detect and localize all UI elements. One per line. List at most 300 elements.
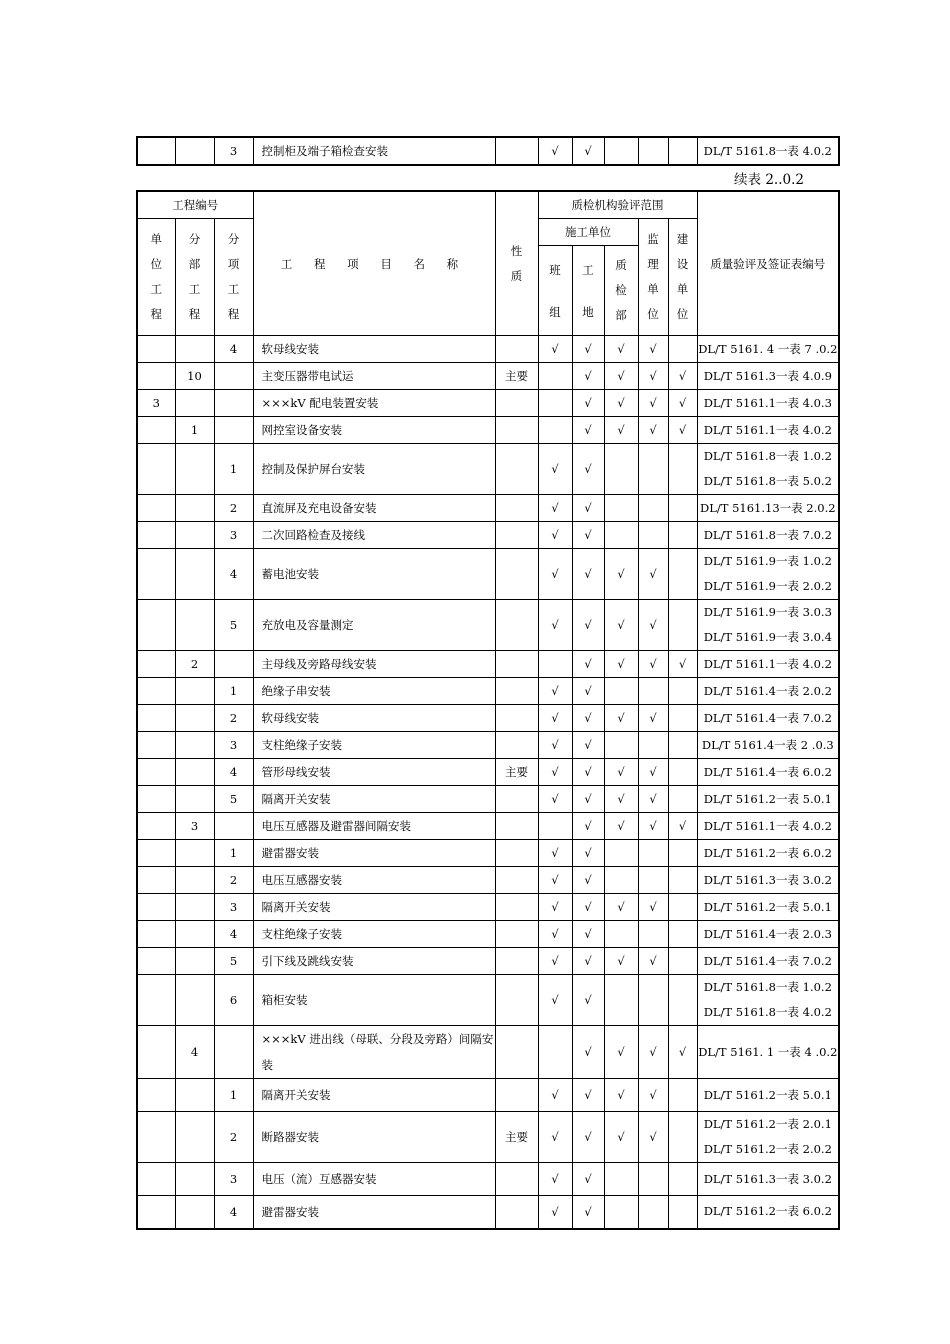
- check-cell: √: [638, 1112, 668, 1163]
- item-cell: [214, 363, 253, 390]
- name-cell: 电压互感器安装: [253, 867, 495, 894]
- check-cell: [604, 840, 638, 867]
- name-cell: 支柱绝缘子安装: [253, 921, 495, 948]
- code-line: DL/T 5161.2一表 6.0.2: [703, 1204, 832, 1219]
- continuation-label: 续表 2..0.2: [734, 172, 804, 188]
- check-cell: √: [604, 813, 638, 840]
- check-cell: [668, 600, 697, 651]
- check-cell: [638, 444, 668, 495]
- sub-cell: [175, 390, 214, 417]
- check-cell: √: [538, 975, 572, 1026]
- name-header: 工 程 项 目 名 称: [253, 191, 495, 336]
- table-row: [137, 975, 839, 1026]
- check-cell: [604, 975, 638, 1026]
- check-cell: √: [538, 137, 572, 165]
- check-cell: [668, 705, 697, 732]
- check-cell: [668, 336, 697, 363]
- check-cell: √: [572, 549, 604, 600]
- item-cell: 2: [214, 867, 253, 894]
- check-cell: √: [572, 894, 604, 921]
- check-cell: √: [572, 1163, 604, 1196]
- check-cell: √: [572, 921, 604, 948]
- check-cell: √: [638, 705, 668, 732]
- nature-cell: [495, 948, 538, 975]
- check-cell: [638, 495, 668, 522]
- item-cell: 2: [214, 495, 253, 522]
- sub-cell: [175, 1079, 214, 1112]
- unit-header: 单 位 工 程: [137, 219, 175, 336]
- check-cell: [668, 921, 697, 948]
- unit-cell: [137, 732, 175, 759]
- table-row: [137, 1163, 839, 1196]
- code-cell: [697, 921, 839, 948]
- code-cell: [697, 1026, 839, 1079]
- sub-cell: [175, 759, 214, 786]
- name-cell: 充放电及容量测定: [253, 600, 495, 651]
- sub-cell: [175, 495, 214, 522]
- check-cell: √: [572, 1196, 604, 1229]
- unit-cell: [137, 549, 175, 600]
- check-cell: [604, 678, 638, 705]
- code-cell: [697, 867, 839, 894]
- check-cell: √: [638, 1026, 668, 1079]
- check-cell: √: [638, 948, 668, 975]
- table-row: [137, 137, 839, 165]
- table-row: [137, 948, 839, 975]
- table-row: [137, 867, 839, 894]
- nature-cell: [495, 336, 538, 363]
- table-row: [137, 522, 839, 549]
- table-body: [137, 336, 839, 1229]
- name-cell: 避雷器安装: [253, 840, 495, 867]
- code-line: DL/T 5161.3一表 4.0.9: [703, 368, 832, 383]
- check-cell: [604, 732, 638, 759]
- check-cell: [538, 417, 572, 444]
- check-cell: √: [572, 705, 604, 732]
- table-row: [137, 705, 839, 732]
- sub-cell: [175, 786, 214, 813]
- code-cell: [697, 1079, 839, 1112]
- check-cell: [604, 444, 638, 495]
- code-cell: [697, 975, 839, 1026]
- check-cell: √: [572, 948, 604, 975]
- check-cell: √: [604, 1112, 638, 1163]
- sub-cell: [175, 948, 214, 975]
- nature-cell: [495, 549, 538, 600]
- check-cell: √: [638, 390, 668, 417]
- check-cell: √: [572, 1079, 604, 1112]
- nature-cell: 主要: [495, 363, 538, 390]
- code-line: DL/T 5161.1一表 4.0.3: [703, 395, 832, 410]
- name-cell: 主变压器带电试运: [253, 363, 495, 390]
- item-cell: [214, 813, 253, 840]
- site-header: 工 地: [572, 246, 604, 336]
- quality-inspection-table: [136, 190, 840, 1230]
- unit-cell: [137, 1196, 175, 1229]
- sub-cell: [175, 1196, 214, 1229]
- check-cell: √: [538, 894, 572, 921]
- sub-cell: [175, 678, 214, 705]
- check-cell: √: [668, 1026, 697, 1079]
- code-line: DL/T 5161.3一表 3.0.2: [703, 872, 832, 887]
- check-cell: √: [668, 417, 697, 444]
- check-cell: √: [638, 813, 668, 840]
- scope-header: 质检机构验评范围: [538, 191, 697, 219]
- code-cell: [697, 495, 839, 522]
- check-cell: √: [538, 1196, 572, 1229]
- unit-cell: [137, 921, 175, 948]
- check-cell: [668, 1196, 697, 1229]
- nature-cell: [495, 600, 538, 651]
- name-cell: 电压（流）互感器安装: [253, 1163, 495, 1196]
- unit-cell: [137, 1163, 175, 1196]
- nature-cell: [495, 651, 538, 678]
- check-cell: √: [604, 948, 638, 975]
- name-cell: 断路器安装: [253, 1112, 495, 1163]
- check-cell: [604, 137, 638, 165]
- check-cell: [668, 1163, 697, 1196]
- name-cell: ×××kV 配电装置安装: [253, 390, 495, 417]
- code-line: DL/T 5161. 1 一表 4 .0.2: [698, 1044, 838, 1059]
- code-line: DL/T 5161.2一表 2.0.2: [703, 1142, 832, 1156]
- nature-cell: [495, 705, 538, 732]
- nature-header: [495, 191, 538, 336]
- check-cell: √: [572, 678, 604, 705]
- code-cell: [697, 417, 839, 444]
- supervision-header: 监 理 单 位: [638, 219, 668, 336]
- table-row: [137, 1079, 839, 1112]
- unit-cell: [137, 1112, 175, 1163]
- check-cell: [638, 678, 668, 705]
- check-cell: [638, 732, 668, 759]
- table-row: [137, 390, 839, 417]
- unit-cell: [137, 840, 175, 867]
- code-line: DL/T 5161.8一表 1.0.2: [703, 980, 832, 994]
- code-cell: DL/T 5161.8一表 4.0.2: [697, 137, 839, 165]
- check-cell: [538, 363, 572, 390]
- code-cell: [697, 948, 839, 975]
- check-cell: √: [604, 600, 638, 651]
- sub-cell: [175, 732, 214, 759]
- check-cell: [604, 867, 638, 894]
- check-cell: √: [538, 867, 572, 894]
- check-cell: √: [638, 1079, 668, 1112]
- check-cell: √: [538, 600, 572, 651]
- check-cell: [604, 1196, 638, 1229]
- check-cell: √: [604, 336, 638, 363]
- nature-cell: [495, 417, 538, 444]
- unit-cell: [137, 813, 175, 840]
- check-cell: [604, 921, 638, 948]
- check-cell: [638, 975, 668, 1026]
- sub-header: 分 部 工 程: [175, 219, 214, 336]
- code-line: DL/T 5161.9一表 1.0.2: [703, 554, 832, 568]
- nature-cell: [495, 894, 538, 921]
- unit-cell: [137, 1079, 175, 1112]
- name-cell: 蓄电池安装: [253, 549, 495, 600]
- check-cell: √: [604, 390, 638, 417]
- check-cell: √: [538, 549, 572, 600]
- code-line: DL/T 5161.2一表 5.0.1: [703, 1087, 832, 1102]
- check-cell: [668, 840, 697, 867]
- sub-cell: [175, 894, 214, 921]
- sub-cell: 1: [175, 417, 214, 444]
- sub-cell: 4: [175, 1026, 214, 1079]
- item-cell: [214, 417, 253, 444]
- item-cell: 2: [214, 1112, 253, 1163]
- item-header: 分 项 工 程: [214, 219, 253, 336]
- item-cell: 3: [214, 894, 253, 921]
- unit-cell: [137, 137, 175, 165]
- check-cell: √: [668, 813, 697, 840]
- table-row: [137, 813, 839, 840]
- code-cell: [697, 840, 839, 867]
- check-cell: √: [572, 1026, 604, 1079]
- code-line: DL/T 5161.4一表 6.0.2: [703, 764, 832, 779]
- check-cell: √: [668, 390, 697, 417]
- item-cell: 1: [214, 1079, 253, 1112]
- code-cell: [697, 759, 839, 786]
- unit-cell: [137, 678, 175, 705]
- nature-cell: 主要: [495, 1112, 538, 1163]
- check-cell: √: [572, 786, 604, 813]
- check-cell: [668, 975, 697, 1026]
- item-cell: 1: [214, 678, 253, 705]
- code-line: DL/T 5161.1一表 4.0.2: [703, 656, 832, 671]
- table-row: [137, 786, 839, 813]
- check-cell: [538, 813, 572, 840]
- name-cell: 控制柜及端子箱检查安装: [253, 137, 495, 165]
- nature-cell: [495, 813, 538, 840]
- code-line: DL/T 5161.4一表 2 .0.3: [701, 737, 834, 752]
- code-line: DL/T 5161. 4 一表 7 .0.2: [698, 341, 838, 356]
- check-cell: √: [572, 137, 604, 165]
- check-cell: √: [604, 1026, 638, 1079]
- item-cell: 5: [214, 948, 253, 975]
- code-cell: [697, 336, 839, 363]
- check-cell: √: [604, 786, 638, 813]
- table-row: [137, 1026, 839, 1079]
- check-cell: √: [638, 786, 668, 813]
- code-cell: [697, 363, 839, 390]
- name-cell: 软母线安装: [253, 336, 495, 363]
- check-cell: √: [668, 651, 697, 678]
- table-row: [137, 363, 839, 390]
- check-cell: [638, 1163, 668, 1196]
- check-cell: √: [604, 705, 638, 732]
- table-row: [137, 678, 839, 705]
- unit-cell: [137, 786, 175, 813]
- check-cell: √: [538, 732, 572, 759]
- top-table-fragment: [136, 136, 840, 166]
- check-cell: √: [668, 363, 697, 390]
- check-cell: √: [538, 495, 572, 522]
- name-cell: 电压互感器及避雷器间隔安装: [253, 813, 495, 840]
- name-cell: 隔离开关安装: [253, 786, 495, 813]
- item-cell: 4: [214, 1196, 253, 1229]
- unit-cell: [137, 417, 175, 444]
- check-cell: √: [604, 651, 638, 678]
- name-cell: 支柱绝缘子安装: [253, 732, 495, 759]
- code-line: DL/T 5161.2一表 6.0.2: [703, 845, 832, 860]
- code-line: DL/T 5161.2一表 2.0.1: [703, 1117, 832, 1131]
- check-cell: √: [638, 417, 668, 444]
- code-cell: [697, 1163, 839, 1196]
- check-cell: [668, 759, 697, 786]
- unit-cell: [137, 867, 175, 894]
- code-line: DL/T 5161.9一表 2.0.2: [703, 579, 832, 593]
- code-cell: [697, 444, 839, 495]
- nature-cell: [495, 522, 538, 549]
- unit-cell: [137, 975, 175, 1026]
- unit-cell: [137, 522, 175, 549]
- check-cell: [668, 894, 697, 921]
- check-cell: [638, 522, 668, 549]
- unit-cell: [137, 651, 175, 678]
- check-cell: √: [538, 444, 572, 495]
- code-cell: [697, 522, 839, 549]
- code-cell: [697, 1196, 839, 1229]
- unit-cell: [137, 600, 175, 651]
- check-cell: √: [538, 840, 572, 867]
- table-row: [137, 759, 839, 786]
- check-cell: √: [604, 894, 638, 921]
- check-cell: [668, 522, 697, 549]
- unit-cell: [137, 336, 175, 363]
- unit-cell: [137, 444, 175, 495]
- table-row: [137, 732, 839, 759]
- code-cell: [697, 390, 839, 417]
- nature-cell: [495, 732, 538, 759]
- check-cell: √: [572, 651, 604, 678]
- nature-cell: [495, 1079, 538, 1112]
- table-row: [137, 840, 839, 867]
- unit-cell: [137, 894, 175, 921]
- nature-cell: [495, 867, 538, 894]
- code-cell: [697, 678, 839, 705]
- team-header: 班 组: [538, 246, 572, 336]
- sub-cell: [175, 1163, 214, 1196]
- sub-cell: [175, 549, 214, 600]
- check-cell: √: [572, 759, 604, 786]
- check-cell: [538, 1026, 572, 1079]
- item-cell: 5: [214, 600, 253, 651]
- code-line: DL/T 5161.8一表 1.0.2: [703, 449, 832, 463]
- check-cell: [538, 651, 572, 678]
- check-cell: √: [538, 1163, 572, 1196]
- code-line: DL/T 5161.2一表 5.0.1: [703, 791, 832, 806]
- qc-dept-header: 质 检 部: [604, 246, 638, 336]
- check-cell: √: [538, 921, 572, 948]
- code-line: DL/T 5161.3一表 3.0.2: [703, 1171, 832, 1186]
- check-cell: √: [638, 336, 668, 363]
- name-cell: 二次回路检查及接线: [253, 522, 495, 549]
- sub-cell: [175, 522, 214, 549]
- check-cell: √: [572, 495, 604, 522]
- check-cell: √: [604, 759, 638, 786]
- name-cell: ×××kV 进出线（母联、分段及旁路）间隔安装: [253, 1026, 495, 1079]
- code-cell: [697, 894, 839, 921]
- code-line: DL/T 5161.4一表 7.0.2: [703, 953, 832, 968]
- check-cell: [638, 921, 668, 948]
- code-line: DL/T 5161.8一表 7.0.2: [703, 527, 832, 542]
- name-cell: 引下线及跳线安装: [253, 948, 495, 975]
- code-line: DL/T 5161.4一表 2.0.3: [703, 926, 832, 941]
- table-row: [137, 1196, 839, 1229]
- owner-header: 建 设 单 位: [668, 219, 697, 336]
- item-cell: 4: [214, 549, 253, 600]
- code-cell: [697, 549, 839, 600]
- table-row: [137, 921, 839, 948]
- check-cell: √: [638, 759, 668, 786]
- name-cell: 隔离开关安装: [253, 1079, 495, 1112]
- check-cell: [638, 867, 668, 894]
- check-cell: [638, 1196, 668, 1229]
- check-cell: √: [572, 600, 604, 651]
- check-cell: √: [572, 336, 604, 363]
- code-line: DL/T 5161.4一表 2.0.2: [703, 683, 832, 698]
- code-line: DL/T 5161.1一表 4.0.2: [703, 422, 832, 437]
- check-cell: √: [604, 549, 638, 600]
- check-cell: [668, 495, 697, 522]
- table-row: [137, 600, 839, 651]
- nature-cell: [495, 786, 538, 813]
- code-line: DL/T 5161.9一表 3.0.4: [703, 630, 832, 644]
- check-cell: √: [604, 417, 638, 444]
- check-cell: √: [538, 336, 572, 363]
- check-cell: √: [572, 867, 604, 894]
- table-row: [137, 417, 839, 444]
- table-header: [137, 191, 839, 336]
- item-cell: 3: [214, 522, 253, 549]
- table-row: [137, 549, 839, 600]
- check-cell: √: [638, 651, 668, 678]
- item-cell: 4: [214, 759, 253, 786]
- table-row: [137, 1112, 839, 1163]
- item-cell: 6: [214, 975, 253, 1026]
- code-cell: [697, 651, 839, 678]
- code-cell: [697, 786, 839, 813]
- code-line: DL/T 5161.8一表 4.0.2: [703, 1005, 832, 1019]
- code-line: DL/T 5161.9一表 3.0.3: [703, 605, 832, 619]
- check-cell: √: [572, 732, 604, 759]
- item-cell: 1: [214, 444, 253, 495]
- check-cell: [668, 867, 697, 894]
- nature-cell: [495, 1026, 538, 1079]
- sub-cell: [175, 1112, 214, 1163]
- code-line: DL/T 5161.2一表 5.0.1: [703, 899, 832, 914]
- sub-cell: [175, 336, 214, 363]
- nature-cell: [495, 137, 538, 165]
- code-cell: [697, 705, 839, 732]
- item-cell: 5: [214, 786, 253, 813]
- nature-header-text: 性 质: [510, 243, 523, 283]
- check-cell: √: [638, 600, 668, 651]
- sub-cell: [175, 444, 214, 495]
- check-cell: √: [572, 522, 604, 549]
- item-cell: 3: [214, 732, 253, 759]
- check-cell: √: [572, 813, 604, 840]
- nature-cell: [495, 390, 538, 417]
- name-cell: 箱柜安装: [253, 975, 495, 1026]
- project-no-header: 工程编号: [137, 191, 253, 219]
- check-cell: [668, 1112, 697, 1163]
- nature-cell: [495, 678, 538, 705]
- name-cell: 管形母线安装: [253, 759, 495, 786]
- unit-cell: [137, 495, 175, 522]
- check-cell: √: [572, 390, 604, 417]
- name-cell: 直流屏及充电设备安装: [253, 495, 495, 522]
